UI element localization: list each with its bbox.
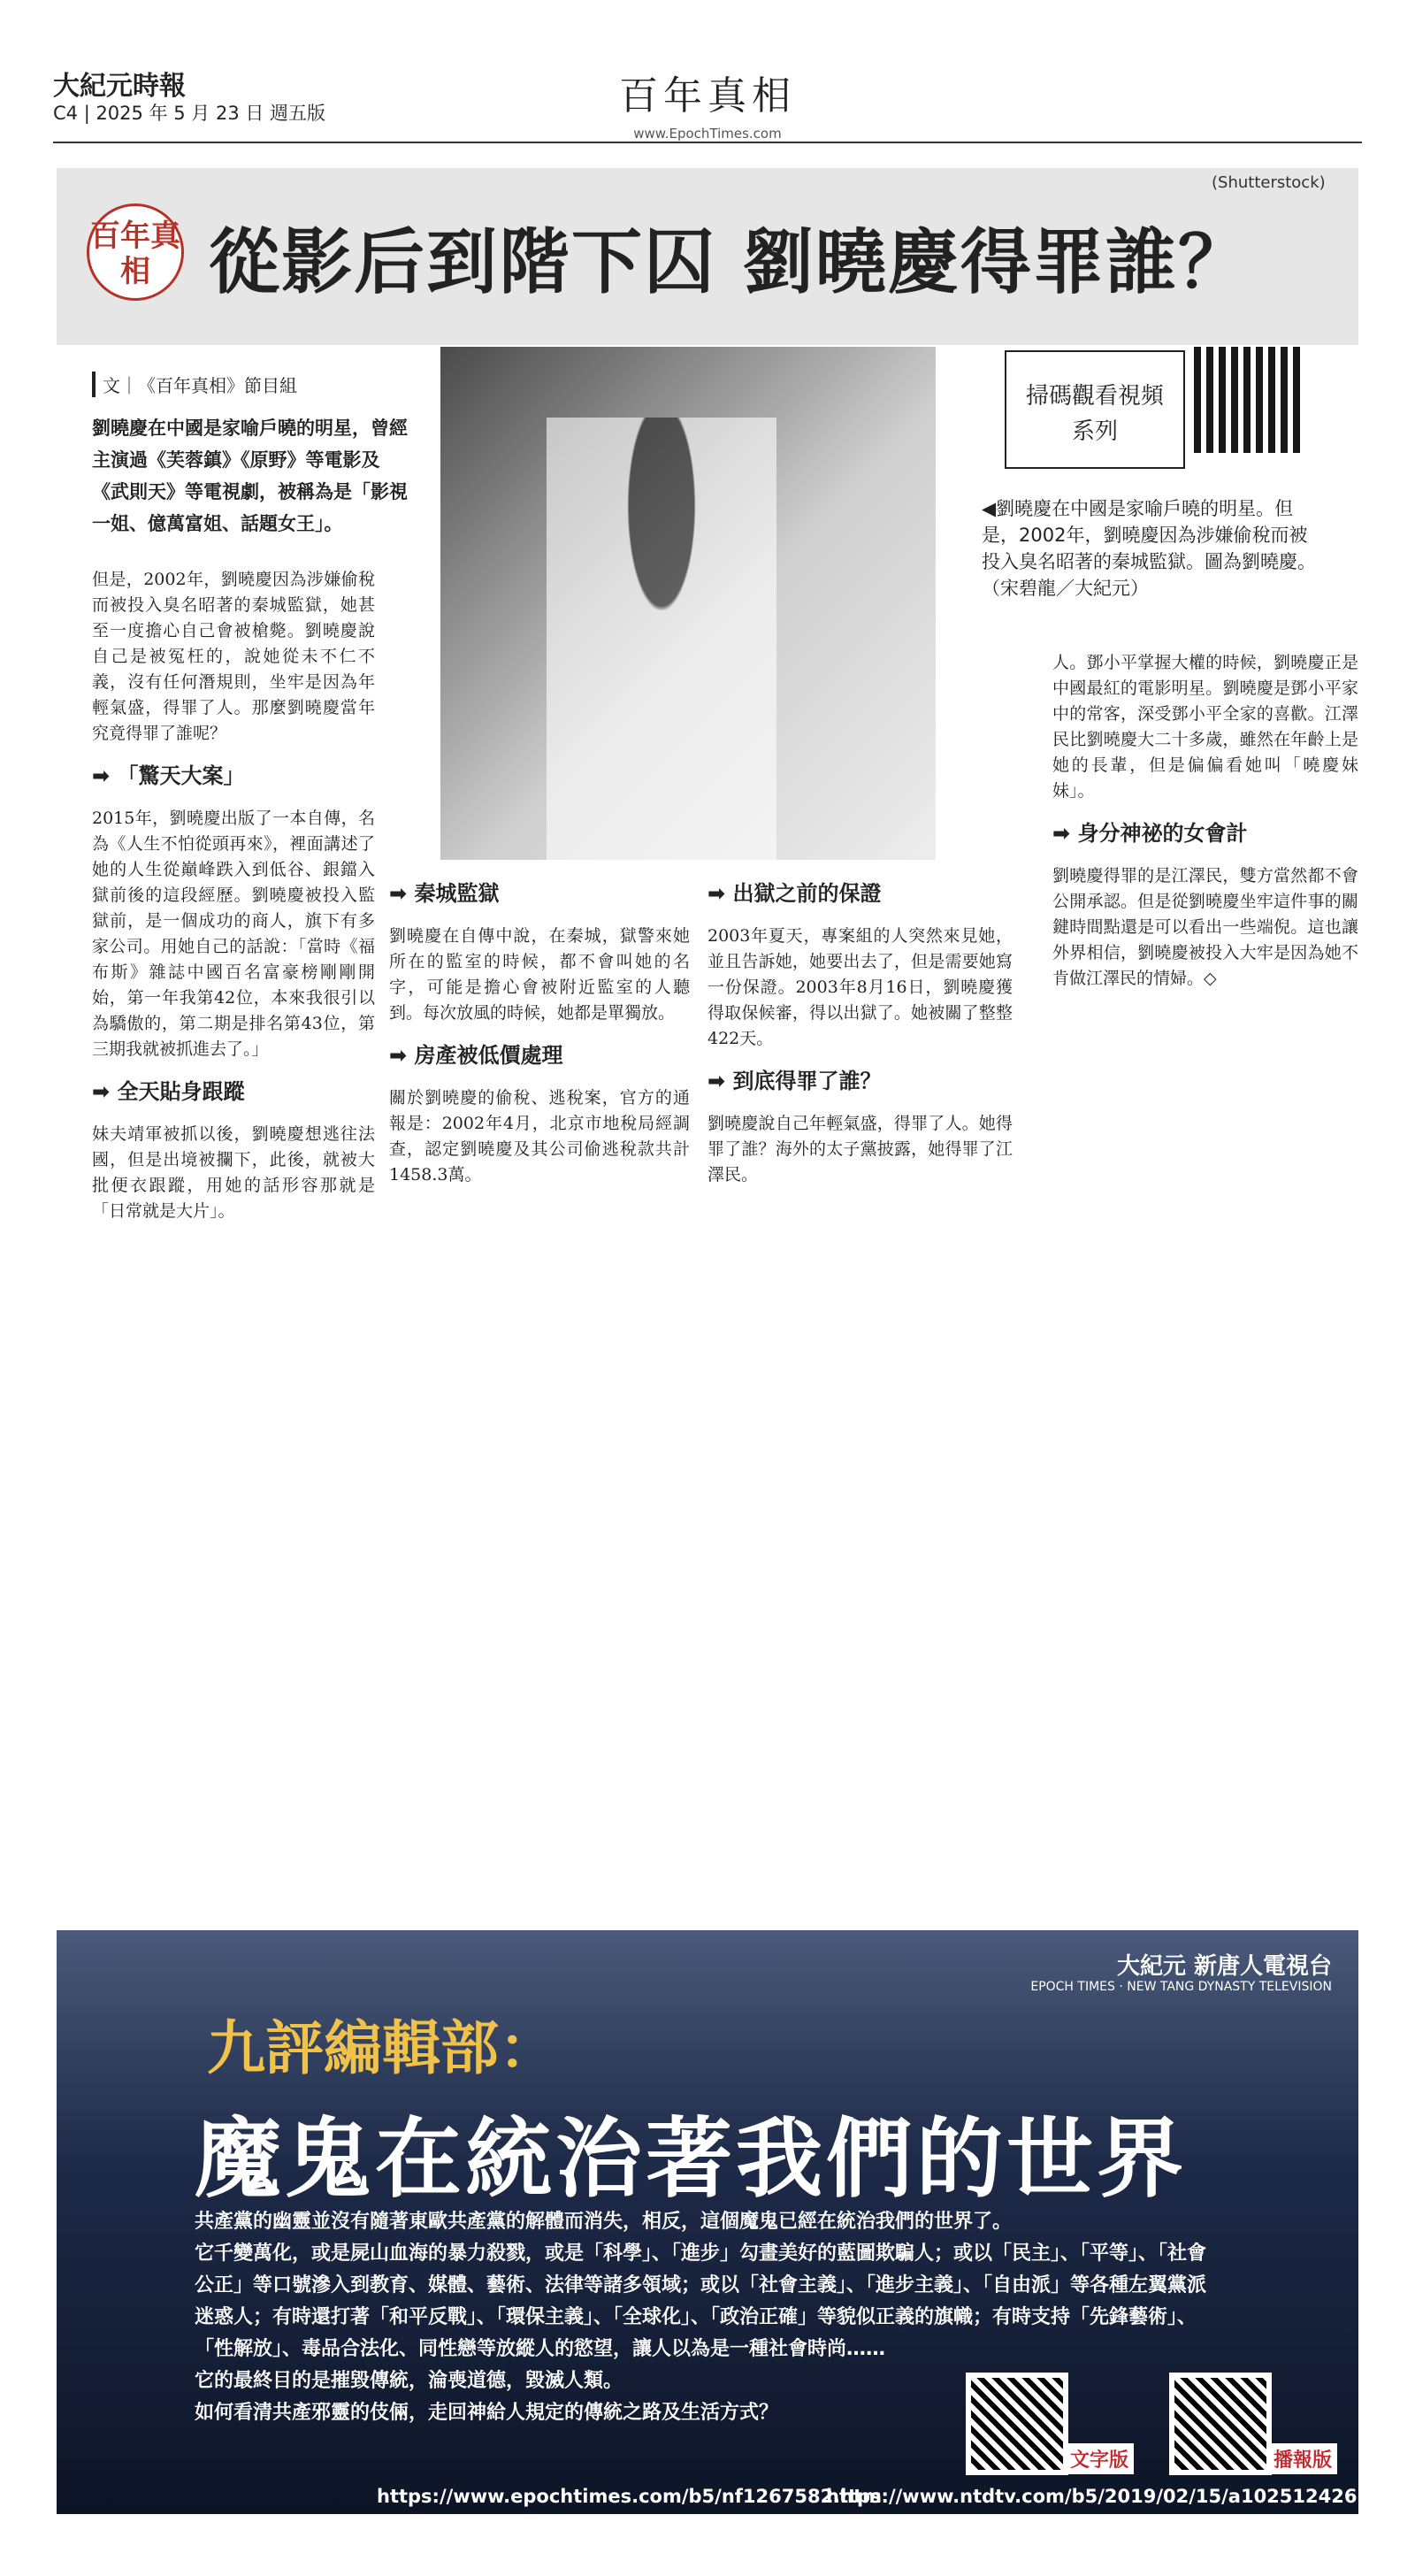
paper-name: 大紀元時報 <box>53 71 186 102</box>
article-photo <box>440 347 936 860</box>
ad-line: 共產黨的幽靈並沒有隨著東歐共產黨的解體而消失，相反，這個魔鬼已經在統治我們的世界了。 <box>195 2211 1013 2233</box>
photo-figure <box>547 418 776 860</box>
masthead <box>53 64 1362 152</box>
page-info: C4 | 2025 年 5 月 23 日 週五版 <box>53 103 326 124</box>
subhead: ➡ 房產被低價處理 <box>389 1043 690 1069</box>
ad-kicker: 九評編輯部： <box>207 2013 557 2082</box>
article-intro: 劉曉慶在中國是家喻戶曉的明星，曾經主演過《芙蓉鎮》《原野》等電影及《武則天》等電視劇，被稱為是「影視一姐、億萬富姐、話題女王」。 <box>92 418 408 534</box>
qr-text-version-icon[interactable] <box>966 2373 1068 2475</box>
qr-video-box <box>1005 350 1185 469</box>
broadcast-version-label: 播報版 <box>1268 2443 1337 2474</box>
paragraph: 2015年，劉曉慶出版了一本自傳，名為《人生不怕從頭再來》，裡面講述了她的人生從巔峰跌入到低谷、銀鐺入獄前後的這段經歷。劉曉慶被投入監獄前，是一個成功的商人，旗下有多家公司。用她自己的話說：「當時《福布斯》雜誌中國百名富豪榜剛剛開始，第一年我第42位，本來我很引以為驕傲的，第二期是排名第43位，第三期我就被抓進去了。」 <box>92 809 375 1059</box>
ad-brand-sub: EPOCH TIMES · NEW TANG DYNASTY TELEVISION <box>1030 1980 1332 1994</box>
photo-caption: ◀劉曉慶在中國是家喻戶曉的明星。但是，2002年，劉曉慶因為涉嫌偷稅而被投入臭名昭著的秦城監獄。圖為劉曉慶。（宋碧龍／大紀元） <box>982 498 1316 599</box>
subhead: ➡ 全天貼身跟蹤 <box>92 1079 375 1105</box>
ad-line: 它的最終目的是摧毀傳統，淪喪道德，毀滅人類。 <box>195 2370 623 2392</box>
ad-brand: 大紀元 新唐人電視台 <box>1116 1953 1332 1980</box>
paragraph: 關於劉曉慶的偷稅、逃稅案，官方的通報是：2002年4月，北京市地稅局經調查，認定劉曉慶及其公司偷逃稅款共計1458.3萬。 <box>389 1088 690 1184</box>
byline: 文｜《百年真相》節目組 <box>92 372 297 397</box>
header-rule <box>53 142 1362 143</box>
subhead: ➡ 到底得罪了誰？ <box>708 1069 1013 1094</box>
section-title: 百年真相 <box>619 73 796 119</box>
article-column-1 <box>92 550 375 1241</box>
headline: 從影后到階下囚 劉曉慶得罪誰？ <box>209 221 1251 303</box>
column-seal: 百年真相 <box>87 203 184 301</box>
paragraph: 但是，2002年，劉曉慶因為涉嫌偷稅而被投入臭名昭著的秦城監獄，她甚至一度擔心自己會被槍斃。劉曉慶說自己是被冤枉的，說她從未不仁不義，沒有任何潛規則，坐牢是因為年輕氣盛，得罪了人。那麼劉曉慶當年究竟得罪了誰呢？ <box>92 570 375 743</box>
paragraph: 劉曉慶得罪的是江澤民，雙方當然都不會公開承認。但是從劉曉慶坐牢這件事的關鍵時間點還是可以看出一些端倪。這也讓外界相信，劉曉慶被投入大牢是因為她不肯做江澤民的情婦。◇ <box>1052 866 1358 988</box>
article-column-2 <box>389 872 690 1205</box>
subhead: ➡ 出獄之前的保證 <box>708 881 1013 907</box>
subhead: ➡ 「驚天大案」 <box>92 763 375 789</box>
ad-title: 魔鬼在統治著我們的世界 <box>195 2109 1188 2210</box>
paragraph: 2003年夏天，專案組的人突然來見她，並且告訴她，她要出去了，但是需要她寫一份保證。2003年8月16日，劉曉慶獲得取保候審，得以出獄了。她被關了整整422天。 <box>708 926 1013 1048</box>
ad-line: 它千變萬化，或是屍山血海的暴力殺戮，或是「科學」、「進步」勾畫美好的藍圖欺騙人；或以「民主」、「平等」、「社會公正」等口號滲入到教育、媒體、藝術、法律等諸多領域；或以「社會主義」、「進步主義」、「自由派」等各種左翼黨派迷惑人；有時還打著「和平反戰」、「環保主義」、「全球化」、「政治正確」等貌似正義的旗幟；有時支持「先鋒藝術」、「性解放」、毒品合法化、同性戀等放縱人的慾望，讓人以為是一種社會時尚…… <box>195 2242 1207 2360</box>
site-url: www.EpochTimes.com <box>633 126 782 142</box>
paragraph: 劉曉慶說自己年輕氣盛，得罪了人。她得罪了誰？海外的太子黨披露，她得罪了江澤民。 <box>708 1114 1013 1184</box>
paragraph: 劉曉慶在自傳中說，在秦城，獄警來她所在的監室的時候，都不會叫她的名字，可能是擔心會被附近監室的人聽到。每次放風的時候，她都是單獨放。 <box>389 926 690 1023</box>
subhead: ➡ 秦城監獄 <box>389 881 690 907</box>
advertisement-banner <box>57 1930 1412 2514</box>
qr-broadcast-version-icon[interactable] <box>1169 2373 1272 2475</box>
ad-line: 如何看清共產邪靈的伎倆，走回神給人規定的傳統之路及生活方式？ <box>195 2402 779 2424</box>
photo-credit: (Shutterstock) <box>1212 173 1326 192</box>
qr-code-icon[interactable] <box>1194 347 1300 453</box>
qr-video-label: 掃碼觀看視頻系列 <box>1025 383 1164 445</box>
paragraph: 妹夫靖軍被抓以後，劉曉慶想逃往法國，但是出境被攔下，此後，就被大批便衣跟蹤，用她的話形容那就是「日常就是大片」。 <box>92 1124 375 1221</box>
article-column-4 <box>1052 633 1358 1008</box>
ad-url-ntdtv[interactable]: https://www.ntdtv.com/b5/2019/02/15/a102512426.html <box>826 2486 1412 2507</box>
ad-url-epochtimes[interactable]: https://www.epochtimes.com/b5/nf1267582.htm <box>377 2486 883 2507</box>
paragraph: 人。鄧小平掌握大權的時候，劉曉慶正是中國最紅的電影明星。劉曉慶是鄧小平家中的常客，深受鄧小平全家的喜歡。江澤民比劉曉慶大二十多歲，雖然在年齡上是她的長輩，但是偏偏看她叫「曉慶妹妹」。 <box>1052 653 1358 801</box>
article-column-3 <box>708 872 1013 1205</box>
text-version-label: 文字版 <box>1065 2443 1134 2474</box>
subhead: ➡ 身分神祕的女會計 <box>1052 821 1358 847</box>
